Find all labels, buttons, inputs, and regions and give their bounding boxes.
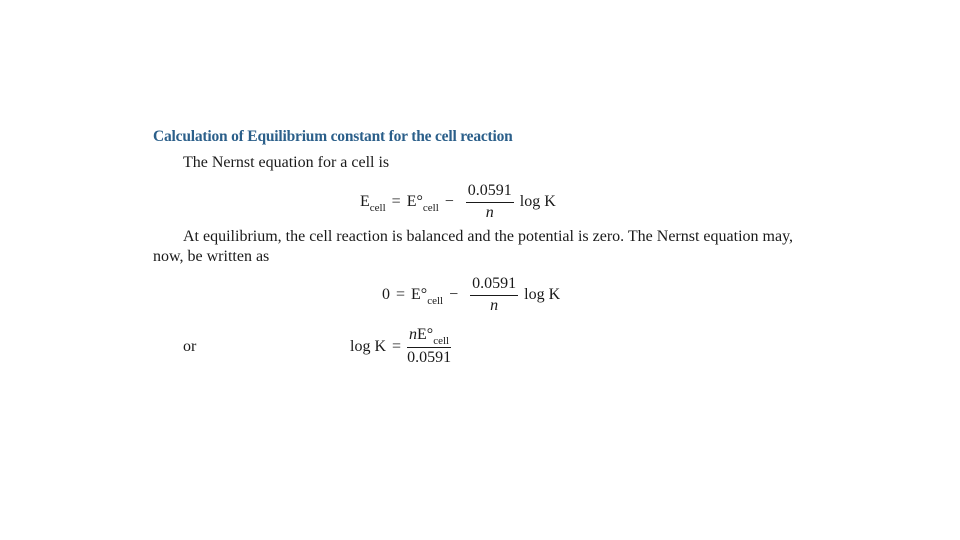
equals-sign: = — [391, 193, 401, 210]
log-k-term: log K — [524, 286, 561, 303]
or-label: or — [183, 338, 197, 355]
minus-sign: − — [444, 193, 454, 210]
minus-sign: − — [449, 286, 459, 303]
log-k-lhs: log K — [350, 337, 386, 355]
paragraph-line-2: now, be written as — [153, 248, 270, 265]
fraction — [466, 182, 514, 222]
ecell-symbol: $E_{cell}$ — [360, 193, 386, 214]
paragraph-line-1: At equilibrium, the cell reaction is balanced and the potential is zero. The Nernst equation may, — [183, 228, 794, 245]
fraction — [407, 326, 451, 367]
nernst-equation — [360, 182, 556, 222]
equals-sign: = — [396, 286, 406, 303]
fraction-denominator: n — [490, 297, 499, 314]
equals-sign: = — [392, 337, 402, 355]
fraction — [470, 275, 518, 315]
zero-lhs: 0 — [382, 286, 390, 303]
section-heading: Calculation of Equilibrium constant for the cell reaction — [153, 128, 513, 145]
standard-potential: $E^\circ_{cell}$ — [411, 286, 444, 307]
fraction-denominator: n — [485, 204, 494, 221]
log-k-term: log K — [519, 193, 556, 210]
log-k-equation — [350, 326, 457, 367]
fraction-denominator: 0.0591 — [407, 349, 452, 366]
fraction-numerator: 0.0591 — [466, 182, 514, 203]
fraction-numerator: 0.0591 — [470, 275, 518, 296]
equilibrium-equation — [382, 275, 560, 315]
standard-potential: $E^\circ_{cell}$ — [406, 193, 439, 214]
intro-text: The Nernst equation for a cell is — [183, 154, 390, 171]
fraction-numerator: $nE^\circ_{cell}$ — [409, 326, 450, 347]
